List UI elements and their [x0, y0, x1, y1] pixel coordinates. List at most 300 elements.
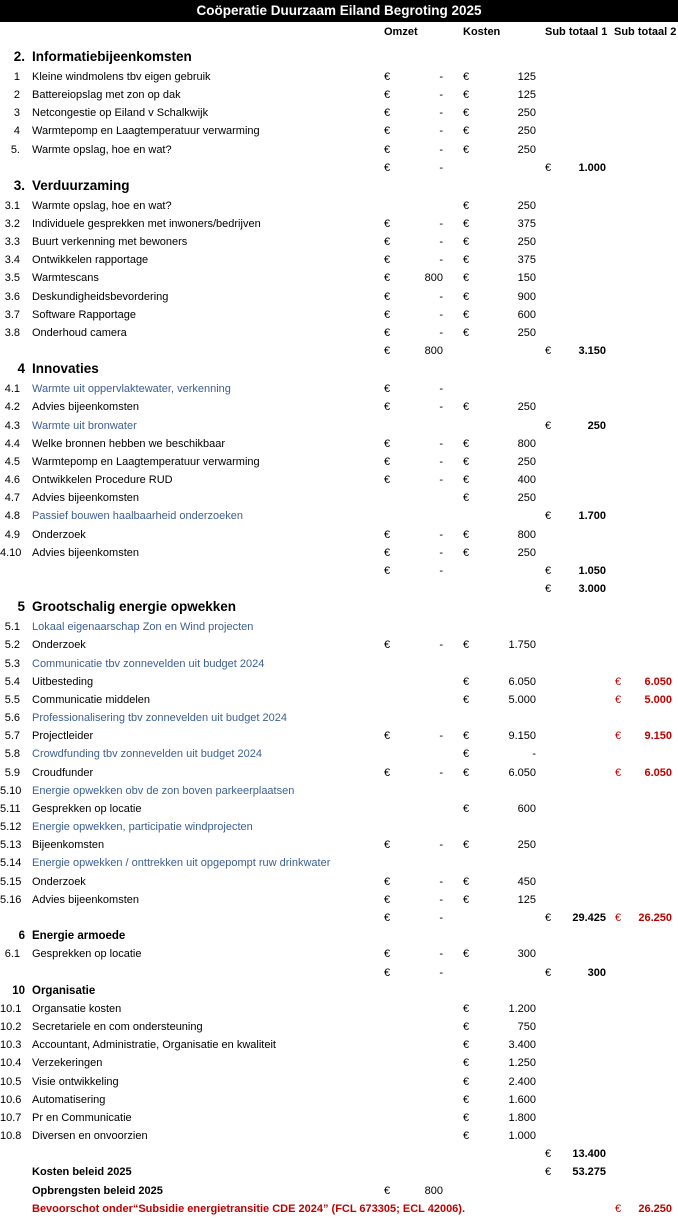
- table-row: [0, 197, 678, 215]
- subtotal-row: [0, 909, 678, 927]
- row-number: 10.4: [0, 1057, 22, 1070]
- kosten-value: 250: [517, 455, 536, 468]
- sub1-currency: €: [545, 510, 552, 523]
- table-row: [0, 745, 678, 763]
- row-label: Kosten beleid 2025: [32, 1166, 132, 1179]
- kosten-value: 3.400: [508, 1039, 536, 1052]
- table-row: [0, 251, 678, 269]
- kosten-currency: €: [463, 217, 470, 230]
- section-heading: [0, 982, 678, 1000]
- row-number: 3.7: [4, 308, 20, 321]
- row-number: 3.3: [4, 236, 20, 249]
- kosten-value: 125: [517, 89, 536, 102]
- table-row: [0, 1054, 678, 1072]
- omzet-value: -: [439, 107, 443, 120]
- row-number: 4.6: [4, 474, 20, 487]
- kosten-value: 9.150: [508, 730, 536, 743]
- row-number: 10.8: [0, 1130, 22, 1143]
- table-row: [0, 655, 678, 673]
- omzet-value: -: [439, 455, 443, 468]
- row-number: 5.: [10, 143, 20, 156]
- row-number: 5.5: [4, 693, 20, 706]
- row-number: 3.8: [4, 327, 20, 339]
- row-label: Communicatie middelen: [32, 693, 150, 706]
- table-row: [0, 873, 678, 891]
- omzet-value: -: [439, 564, 443, 577]
- omzet-currency: €: [384, 730, 391, 743]
- omzet-value: -: [439, 217, 443, 230]
- kosten-value: 2.400: [508, 1075, 536, 1088]
- row-number: 5.15: [0, 875, 22, 888]
- omzet-currency: €: [384, 308, 391, 321]
- sub1-value: 250: [587, 419, 606, 432]
- kosten-currency: €: [463, 802, 470, 815]
- kosten-currency: €: [463, 693, 470, 706]
- kosten-value: 600: [517, 802, 536, 815]
- row-number: 3.1: [4, 199, 20, 212]
- kosten-currency: €: [463, 308, 470, 321]
- table-row: [0, 1000, 678, 1018]
- omzet-value: 800: [424, 345, 443, 358]
- kosten-value: 250: [517, 492, 536, 505]
- omzet-currency: €: [384, 272, 391, 285]
- table-row: [0, 727, 678, 745]
- omzet-value: -: [439, 308, 443, 321]
- row-number: 5.14: [0, 857, 22, 870]
- omzet-value: -: [439, 912, 443, 924]
- omzet-value: -: [439, 143, 443, 156]
- row-number: 5.8: [4, 748, 20, 761]
- kosten-currency: €: [463, 1039, 470, 1052]
- omzet-value: -: [439, 236, 443, 249]
- section-heading: [0, 360, 678, 378]
- kosten-currency: €: [463, 474, 470, 487]
- subtotal-row: [0, 342, 678, 360]
- sub1-value: 3.000: [578, 583, 606, 596]
- omzet-value: -: [439, 766, 443, 779]
- row-number: 5.13: [0, 839, 22, 852]
- kosten-value: 1.000: [508, 1130, 536, 1143]
- table-row: [0, 782, 678, 800]
- kosten-value: 250: [517, 125, 536, 138]
- table-row: [0, 141, 678, 159]
- header-sub-totaal-1: Sub totaal 1: [545, 26, 608, 38]
- row-label: Deskundigheidsbevordering: [32, 290, 169, 303]
- omzet-currency: €: [384, 839, 391, 852]
- kosten-value: 450: [517, 875, 536, 888]
- omzet-currency: €: [384, 766, 391, 779]
- table-row: [0, 818, 678, 836]
- kosten-currency: €: [463, 492, 470, 505]
- row-number: 3.2: [4, 217, 20, 230]
- row-number: 3.6: [4, 290, 20, 303]
- row-number: 5.3: [4, 657, 20, 670]
- table-row: [0, 269, 678, 287]
- row-label: Professionalisering tbv zonnevelden uit budget 2024: [32, 712, 288, 725]
- row-label: Visie ontwikkeling: [32, 1075, 119, 1088]
- table-row: [0, 709, 678, 727]
- row-label: Warmtepomp en Laagtemperatuur verwarming: [32, 125, 260, 138]
- row-label: Kleine windmolens tbv eigen gebruik: [32, 70, 211, 83]
- table-row: [0, 1182, 678, 1200]
- row-label: Organisatie: [32, 984, 96, 997]
- row-number: 4.10: [0, 546, 22, 559]
- omzet-value: 800: [424, 272, 443, 285]
- sub2-currency: €: [615, 912, 622, 924]
- omzet-value: -: [439, 327, 443, 339]
- section-heading: [0, 177, 678, 195]
- sub2-currency: €: [615, 675, 622, 688]
- row-label: Welke bronnen hebben we beschikbaar: [32, 437, 226, 450]
- table-row: [0, 636, 678, 654]
- kosten-currency: €: [463, 401, 470, 414]
- table-row: [0, 945, 678, 963]
- row-label: Uitbesteding: [32, 675, 94, 688]
- row-number: 5: [17, 599, 25, 615]
- kosten-currency: €: [463, 327, 470, 339]
- table-row: [0, 1018, 678, 1036]
- kosten-currency: €: [463, 839, 470, 852]
- kosten-currency: €: [463, 528, 470, 541]
- kosten-value: 250: [517, 107, 536, 120]
- row-label: Informatiebijeenkomsten: [32, 49, 192, 64]
- kosten-currency: €: [463, 1002, 470, 1015]
- row-number: 4.8: [4, 510, 20, 523]
- row-label: Secretariele en com ondersteuning: [32, 1021, 203, 1034]
- sub1-currency: €: [545, 583, 552, 596]
- row-label: Warmte uit bronwater: [32, 419, 137, 432]
- kosten-currency: €: [463, 1111, 470, 1124]
- row-number: 4.1: [4, 383, 20, 396]
- omzet-value: -: [439, 401, 443, 414]
- omzet-value: -: [439, 125, 443, 138]
- sub2-currency: €: [615, 766, 622, 779]
- kosten-currency: €: [463, 546, 470, 559]
- row-number: 10.5: [0, 1075, 22, 1088]
- kosten-value: 900: [517, 290, 536, 303]
- kosten-value: 1.250: [508, 1057, 536, 1070]
- table-row: [0, 618, 678, 636]
- row-label: Warmtepomp en Laagtemperatuur verwarming: [32, 455, 260, 468]
- table-row: [0, 526, 678, 544]
- omzet-value: -: [439, 546, 443, 559]
- kosten-value: 250: [517, 236, 536, 249]
- row-label: Projectleider: [32, 730, 94, 743]
- table-row: [0, 215, 678, 233]
- row-number: 3.: [13, 177, 25, 193]
- row-number: 4.5: [4, 455, 20, 468]
- section-heading: [0, 48, 678, 66]
- row-number: 3.5: [4, 272, 20, 285]
- omzet-currency: €: [384, 217, 391, 230]
- kosten-value: 250: [517, 401, 536, 414]
- sub2-value: 9.150: [644, 730, 672, 743]
- row-label: Ontwikkelen rapportage: [32, 254, 149, 267]
- row-number: 5.2: [4, 639, 20, 652]
- kosten-currency: €: [463, 125, 470, 138]
- table-row: [0, 86, 678, 104]
- table-row: [0, 1091, 678, 1109]
- header-sub-totaal-2: Sub totaal 2: [614, 26, 677, 38]
- kosten-currency: €: [463, 748, 470, 761]
- omzet-value: -: [439, 474, 443, 487]
- row-label: Software Rapportage: [32, 308, 136, 321]
- kosten-currency: €: [463, 948, 470, 961]
- sub1-value: 1.700: [578, 510, 606, 523]
- kosten-currency: €: [463, 455, 470, 468]
- omzet-currency: €: [384, 528, 391, 541]
- omzet-currency: €: [384, 546, 391, 559]
- row-label: Crowdfunding tbv zonnevelden uit budget 2024: [32, 748, 262, 761]
- row-number: 1: [13, 70, 20, 83]
- subtotal-row: [0, 562, 678, 580]
- row-number: 5.6: [4, 712, 20, 725]
- row-label: Verzekeringen: [32, 1057, 103, 1070]
- table-row: [0, 1109, 678, 1127]
- table-row: [0, 1200, 678, 1218]
- header-kosten: Kosten: [463, 26, 501, 38]
- sub2-value: 26.250: [638, 912, 672, 924]
- row-number: 4.4: [4, 437, 20, 450]
- omzet-value: -: [439, 290, 443, 303]
- omzet-value: -: [439, 875, 443, 888]
- row-number: 10.7: [0, 1111, 22, 1124]
- table-row: [0, 507, 678, 525]
- sub1-currency: €: [545, 966, 552, 979]
- row-label: Pr en Communicatie: [32, 1111, 132, 1124]
- kosten-currency: €: [463, 143, 470, 156]
- row-label: Passief bouwen haalbaarheid onderzoeken: [32, 510, 243, 523]
- kosten-value: 375: [517, 217, 536, 230]
- omzet-value: -: [439, 966, 443, 979]
- kosten-value: 800: [517, 437, 536, 450]
- table-row: [0, 324, 678, 342]
- omzet-currency: €: [384, 564, 391, 577]
- row-number: 5.1: [4, 621, 20, 634]
- omzet-currency: €: [384, 327, 391, 339]
- row-number: 4.3: [4, 419, 20, 432]
- omzet-currency: €: [384, 125, 391, 138]
- kosten-currency: €: [463, 1093, 470, 1106]
- omzet-value: -: [439, 730, 443, 743]
- kosten-value: 800: [517, 528, 536, 541]
- row-label: Individuele gesprekken met inwoners/bedrijven: [32, 217, 261, 230]
- kosten-currency: €: [463, 107, 470, 120]
- kosten-currency: €: [463, 1057, 470, 1070]
- row-number: 4: [13, 125, 20, 138]
- kosten-currency: €: [463, 199, 470, 212]
- row-number: 10.6: [0, 1093, 22, 1106]
- row-label: Netcongestie op Eiland v Schalkwijk: [32, 107, 209, 120]
- row-label: Advies bijeenkomsten: [32, 893, 140, 906]
- sub2-currency: €: [615, 730, 622, 743]
- kosten-currency: €: [463, 290, 470, 303]
- row-label: Energie opwekken / onttrekken uit opgepompt ruw drinkwater: [32, 857, 331, 870]
- row-label: Opbrengsten beleid 2025: [32, 1184, 163, 1197]
- omzet-value: -: [439, 254, 443, 267]
- row-number: 2.: [13, 49, 25, 64]
- omzet-value: -: [439, 383, 443, 396]
- row-label: Innovaties: [32, 361, 99, 377]
- table-row: [0, 489, 678, 507]
- row-label: Onderhoud camera: [32, 327, 127, 339]
- kosten-currency: €: [463, 272, 470, 285]
- row-label: Onderzoek: [32, 875, 86, 888]
- row-label: Gesprekken op locatie: [32, 948, 142, 961]
- row-number: 3.4: [4, 254, 20, 267]
- row-label: Croudfunder: [32, 766, 94, 779]
- row-label: Verduurzaming: [32, 177, 130, 193]
- subtotal-row: [0, 964, 678, 982]
- sub1-currency: €: [545, 564, 552, 577]
- omzet-currency: €: [384, 290, 391, 303]
- kosten-value: 250: [517, 327, 536, 339]
- sub2-currency: €: [615, 1202, 622, 1215]
- sub1-value: 13.400: [572, 1148, 606, 1161]
- omzet-value: 800: [424, 1184, 443, 1197]
- kosten-value: 250: [517, 199, 536, 212]
- row-label: Battereiopslag met zon op dak: [32, 89, 181, 102]
- kosten-value: 250: [517, 546, 536, 559]
- row-label: Gesprekken op locatie: [32, 802, 142, 815]
- sub1-currency: €: [545, 1148, 552, 1161]
- kosten-value: 125: [517, 893, 536, 906]
- table-row: [0, 673, 678, 691]
- sub1-value: 300: [587, 966, 606, 979]
- omzet-currency: €: [384, 345, 391, 358]
- omzet-currency: €: [384, 107, 391, 120]
- omzet-value: -: [439, 639, 443, 652]
- omzet-value: -: [439, 839, 443, 852]
- row-label: Warmte uit oppervlaktewater, verkenning: [32, 383, 231, 396]
- kosten-value: 1.800: [508, 1111, 536, 1124]
- kosten-currency: €: [463, 236, 470, 249]
- kosten-currency: €: [463, 875, 470, 888]
- sub1-currency: €: [545, 912, 552, 924]
- row-label: Bevoorschot onder“Subsidie energietransitie CDE 2024” (FCL 673305; ECL 42006).: [32, 1202, 466, 1215]
- row-number: 2: [13, 89, 20, 102]
- row-label: Diversen en onvoorzien: [32, 1130, 148, 1143]
- row-number: 4: [17, 361, 25, 377]
- row-number: 5.4: [4, 675, 20, 688]
- row-number: 6: [18, 930, 25, 943]
- kosten-value: 375: [517, 254, 536, 267]
- kosten-currency: €: [463, 89, 470, 102]
- row-number: 10.2: [0, 1021, 22, 1034]
- kosten-currency: €: [463, 254, 470, 267]
- row-label: Ontwikkelen Procedure RUD: [32, 474, 173, 487]
- kosten-value: 1.600: [508, 1093, 536, 1106]
- omzet-currency: €: [384, 143, 391, 156]
- omzet-currency: €: [384, 383, 391, 396]
- omzet-currency: €: [384, 70, 391, 83]
- row-number: 4.2: [4, 401, 20, 414]
- table-row: [0, 306, 678, 324]
- row-label: Bijeenkomsten: [32, 839, 105, 852]
- table-row: [0, 1036, 678, 1054]
- sub2-value: 26.250: [638, 1202, 672, 1215]
- kosten-value: 125: [517, 70, 536, 83]
- table-row: [0, 68, 678, 86]
- table-row: [0, 380, 678, 398]
- row-number: 5.16: [0, 893, 22, 906]
- kosten-currency: €: [463, 893, 470, 906]
- kosten-value: 600: [517, 308, 536, 321]
- row-label: Energie opwekken obv de zon boven parkeerplaatsen: [32, 784, 295, 797]
- kosten-currency: €: [463, 1075, 470, 1088]
- row-number: 6.1: [4, 948, 20, 961]
- omzet-value: -: [439, 948, 443, 961]
- page-title: Coöperatie Duurzaam Eiland Begroting 2025: [0, 0, 678, 22]
- sub1-currency: €: [545, 161, 552, 174]
- omzet-currency: €: [384, 401, 391, 414]
- row-label: Onderzoek: [32, 639, 86, 652]
- table-row: [0, 453, 678, 471]
- sub2-currency: €: [615, 693, 622, 706]
- table-row: [0, 122, 678, 140]
- sub1-currency: €: [545, 345, 552, 358]
- kosten-currency: €: [463, 437, 470, 450]
- row-label: Advies bijeenkomsten: [32, 546, 140, 559]
- omzet-currency: €: [384, 639, 391, 652]
- table-row: [0, 398, 678, 416]
- row-number: 3: [13, 107, 20, 120]
- omzet-currency: €: [384, 474, 391, 487]
- table-row: [0, 288, 678, 306]
- table-row: [0, 800, 678, 818]
- sub1-currency: €: [545, 1166, 552, 1179]
- sub1-value: 29.425: [572, 912, 606, 924]
- kosten-value: 250: [517, 143, 536, 156]
- kosten-value: -: [532, 748, 536, 761]
- row-label: Lokaal eigenaarschap Zon en Wind projecten: [32, 621, 254, 634]
- omzet-currency: €: [384, 875, 391, 888]
- subtotal-row: [0, 1145, 678, 1163]
- kosten-value: 300: [517, 948, 536, 961]
- row-number: 10.1: [0, 1002, 22, 1015]
- row-label: Grootschalig energie opwekken: [32, 599, 237, 615]
- omzet-value: -: [439, 161, 443, 174]
- omzet-currency: €: [384, 948, 391, 961]
- kosten-currency: €: [463, 766, 470, 779]
- table-row: [0, 417, 678, 435]
- kosten-value: 6.050: [508, 766, 536, 779]
- row-number: 4.7: [4, 492, 20, 505]
- omzet-currency: €: [384, 1184, 391, 1197]
- row-number: 5.7: [4, 730, 20, 743]
- row-label: Warmte opslag, hoe en wat?: [32, 199, 172, 212]
- sub1-value: 1.050: [578, 564, 606, 577]
- row-number: 5.12: [0, 821, 22, 834]
- kosten-value: 750: [517, 1021, 536, 1034]
- table-row: [0, 233, 678, 251]
- subtotal-row: [0, 580, 678, 598]
- kosten-currency: €: [463, 1021, 470, 1034]
- sub1-value: 53.275: [572, 1166, 606, 1179]
- kosten-currency: €: [463, 639, 470, 652]
- kosten-currency: €: [463, 730, 470, 743]
- omzet-currency: €: [384, 437, 391, 450]
- sub2-value: 5.000: [644, 693, 672, 706]
- row-label: Advies bijeenkomsten: [32, 401, 140, 414]
- row-number: 5.10: [0, 784, 22, 797]
- table-row: [0, 1073, 678, 1091]
- row-label: Automatisering: [32, 1093, 106, 1106]
- omzet-currency: €: [384, 912, 391, 924]
- table-row: [0, 691, 678, 709]
- omzet-currency: €: [384, 161, 391, 174]
- omzet-currency: €: [384, 966, 391, 979]
